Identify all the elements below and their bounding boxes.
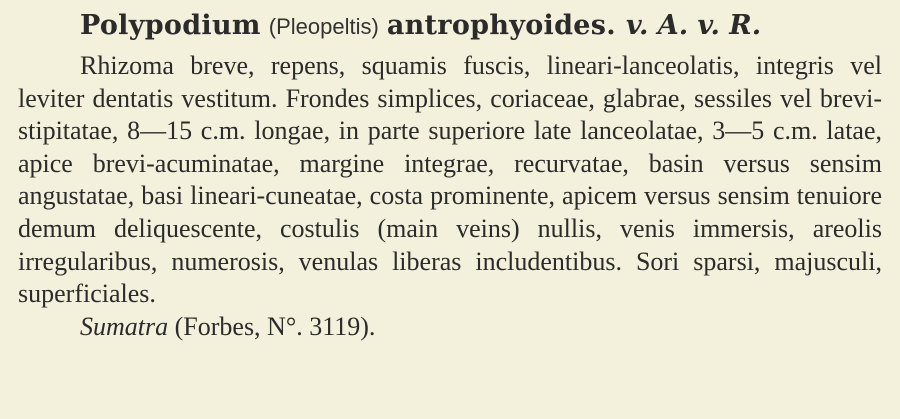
species-heading bbox=[80, 6, 882, 50]
subgenus-name: (Pleopeltis) bbox=[268, 14, 379, 39]
locality-place: Sumatra bbox=[80, 311, 169, 341]
genus-name: Polypodium bbox=[80, 10, 261, 41]
species-epithet: antrophyoides. bbox=[386, 10, 616, 41]
species-description: Rhizoma breve, repens, squamis fuscis, lineari-lanceolatis, integris vel leviter dentatis vestitum. Frondes simplices, coriaceae, glabrae, sessiles vel brevi-stipitatae, 8—15 c.m. longae, in parte superiore late lanceolatae, 3—5 c.m. latae, apice brevi-acuminatae, margine integrae, recurvatae, basin versus sensim angustatae, basi lineari-cuneatae, costa prominente, apicem versus sensim tenuiore demum deliquescente, costulis (main veins) nullis, venis immersis, areolis irregularibus, numerosis, venulas liberas includentibus. Sori sparsi, majusculi, superficiales. bbox=[18, 51, 882, 309]
author-citation: v. A. v. R. bbox=[625, 10, 762, 41]
locality-line bbox=[80, 311, 882, 344]
collection-reference: (Forbes, N°. 3119). bbox=[174, 311, 376, 341]
